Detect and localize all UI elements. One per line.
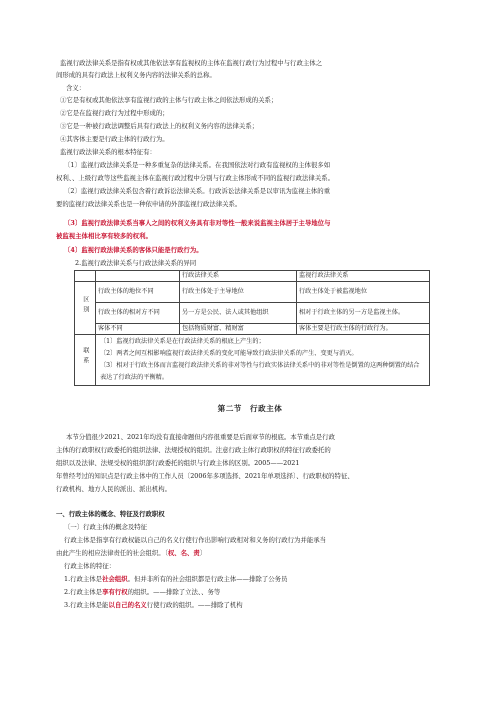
characteristics-label: 行政主体的特征： bbox=[64, 562, 116, 570]
difference-label: 区别 bbox=[75, 281, 96, 334]
feature-3-line-2: 被监视主体相比享有较多的权利。 bbox=[56, 232, 152, 240]
feature-1-line-2: 权利、、上级行政等这些监视主体在监视行政过程中分别与行政主体形成不同的监视行政法律关系。 bbox=[56, 174, 334, 182]
table-cell: 客体不同 bbox=[96, 323, 180, 334]
characteristic-2: 2.行政主体是享有行权的组织。——排除了立法、、务等 bbox=[64, 588, 221, 596]
table-cell: 行政主体处于被监视地位 bbox=[297, 281, 430, 302]
table-links-row bbox=[75, 334, 430, 385]
link-item-1: 〔1〕监视行政法律关系是在行政法律关系的根底上产生的； bbox=[100, 337, 265, 345]
chapter-intro-line-4: 年曾经考过的知识点是行政主体中的工作人员〔2006年多项选择、2021年单项选择〕、行政职权的特征、 bbox=[56, 472, 354, 480]
table-cell: 客体主要是行政主体的行政行为。 bbox=[297, 323, 430, 334]
feature-1-line-1: 〔1〕监视行政法律关系是一种多重复杂的法律关系。在我国依法对行政有监视权的主体很多如 bbox=[64, 161, 331, 169]
chapter-intro-line-5: 行政机构、地方人民的派出、派出机构。 bbox=[56, 485, 172, 493]
table-cell: 行政主体的地位不同 bbox=[96, 281, 180, 302]
table-links-cell bbox=[96, 334, 430, 385]
table-header-blank bbox=[96, 271, 180, 282]
table-cell: 另一方是公民、法人或其他组织 bbox=[180, 302, 297, 323]
meaning-label: 含义： bbox=[66, 84, 86, 92]
heading-2: 〔一〕行政主体的概念及特征 bbox=[64, 523, 148, 531]
definition-line-2: 由此产生的相应法律责任的社会组织。〔权、名、责〕 bbox=[56, 549, 207, 557]
chapter-intro-line-3: 组织以及法律、法规受权的组织部行政委托的组织与行政主体的区别。2005——2021 bbox=[56, 459, 300, 467]
table-row bbox=[75, 281, 430, 302]
section-2-heading: 2.监视行政法律关系与行政法律关系的异同 bbox=[75, 259, 197, 267]
chapter-intro-line-1: 本节分值很少2021、2021年均没有直接命题但内容很重要是后面章节的根底。本节重点是行政 bbox=[66, 433, 335, 441]
meaning-item-4: ④其客体主要是行政主体的行政行为。 bbox=[60, 135, 169, 143]
table-cell: 包括物质财富、精财富 bbox=[180, 323, 297, 334]
link-item-3: 〔3〕相对于行政主体而言监视行政法律关系的非对等性与行政实体法律关系中的非对等性是倒置的这两种倒置的结合表达了行政法的平衡精。 bbox=[100, 361, 420, 381]
comparison-table bbox=[74, 270, 430, 386]
table-row bbox=[75, 302, 430, 323]
definition-line-1: 行政主体是指享有行政权能以自己的名义行使行作出影响行政相对和义务的行政行为并能承当 bbox=[64, 536, 327, 544]
intro-line-2: 间形成的具有行政法上权利义务内容的法律关系的总称。 bbox=[56, 71, 216, 79]
characteristic-1: 1.行政主体是社会组织。但并非所有的社会组织都是行政主体——排除了公务员 bbox=[64, 575, 288, 583]
table-cell: 行政主体处于主导地位 bbox=[180, 281, 297, 302]
meaning-item-1: ①它是有权或其他依法享有监视行政的主体与行政主体之间依法形成的关系； bbox=[60, 96, 278, 104]
table-cell: 行政主体的相对方不同 bbox=[96, 302, 180, 323]
table-cell: 相对于行政主体的另一方是监视主体。 bbox=[297, 302, 430, 323]
chapter-title: 第二节 行政主体 bbox=[217, 404, 283, 413]
link-item-2: 〔2〕两者之间互相影响监视行政法律关系的变化可能导致行政法律关系的产生、变更与消灭。 bbox=[100, 349, 358, 357]
feature-2-line-1: 〔2〕监视行政法律关系包含着行政诉讼法律关系。行政诉讼法律关系是以审讯为监视主体的重 bbox=[64, 187, 331, 195]
definition-keywords: 权、名、责 bbox=[167, 549, 200, 557]
characteristic-3: 3.行政主体是能以自己的名义行使行政的组织。——排除了机构 bbox=[64, 601, 243, 609]
chapter-intro-line-2: 主体的行政职权行政委托的组织法律、法规授权的组织。注意行政主体行政职权的特征行政委托的 bbox=[56, 446, 331, 454]
heading-1: 一、行政主体的概念、特征及行政职权 bbox=[56, 510, 165, 518]
link-label: 联系 bbox=[75, 334, 96, 385]
table-header-row bbox=[75, 271, 430, 282]
table-row bbox=[75, 323, 430, 334]
intro-line-1: 监视行政法律关系是指有权或其他依法享有监视权的主体在监视行政行为过程中与行政主体之 bbox=[60, 59, 323, 67]
feature-2-line-2: 要的监视行政法律关系也是一种依申请的外部监视行政法律关系。 bbox=[56, 200, 242, 208]
table-header-blank bbox=[75, 271, 96, 282]
meaning-item-3: ③它是一种被行政法调整后具有行政法上的权利义务内容的法律关系； bbox=[60, 122, 259, 130]
table-header-admin: 行政法律关系 bbox=[180, 271, 297, 282]
feature-4: 〔4〕监视行政法律关系的客体只能是行政行为。 bbox=[64, 246, 203, 254]
meaning-item-2: ②它是在监视行政行为过程中形成的； bbox=[60, 109, 169, 117]
features-label: 监视行政法律关系的根本特征有： bbox=[60, 148, 156, 156]
feature-3-line-1: 〔3〕监视行政法律关系当事人之间的权利义务具有非对等性一般来说监视主体居于主导地位与 bbox=[64, 219, 331, 227]
table-header-supervision: 监视行政法律关系 bbox=[297, 271, 430, 282]
